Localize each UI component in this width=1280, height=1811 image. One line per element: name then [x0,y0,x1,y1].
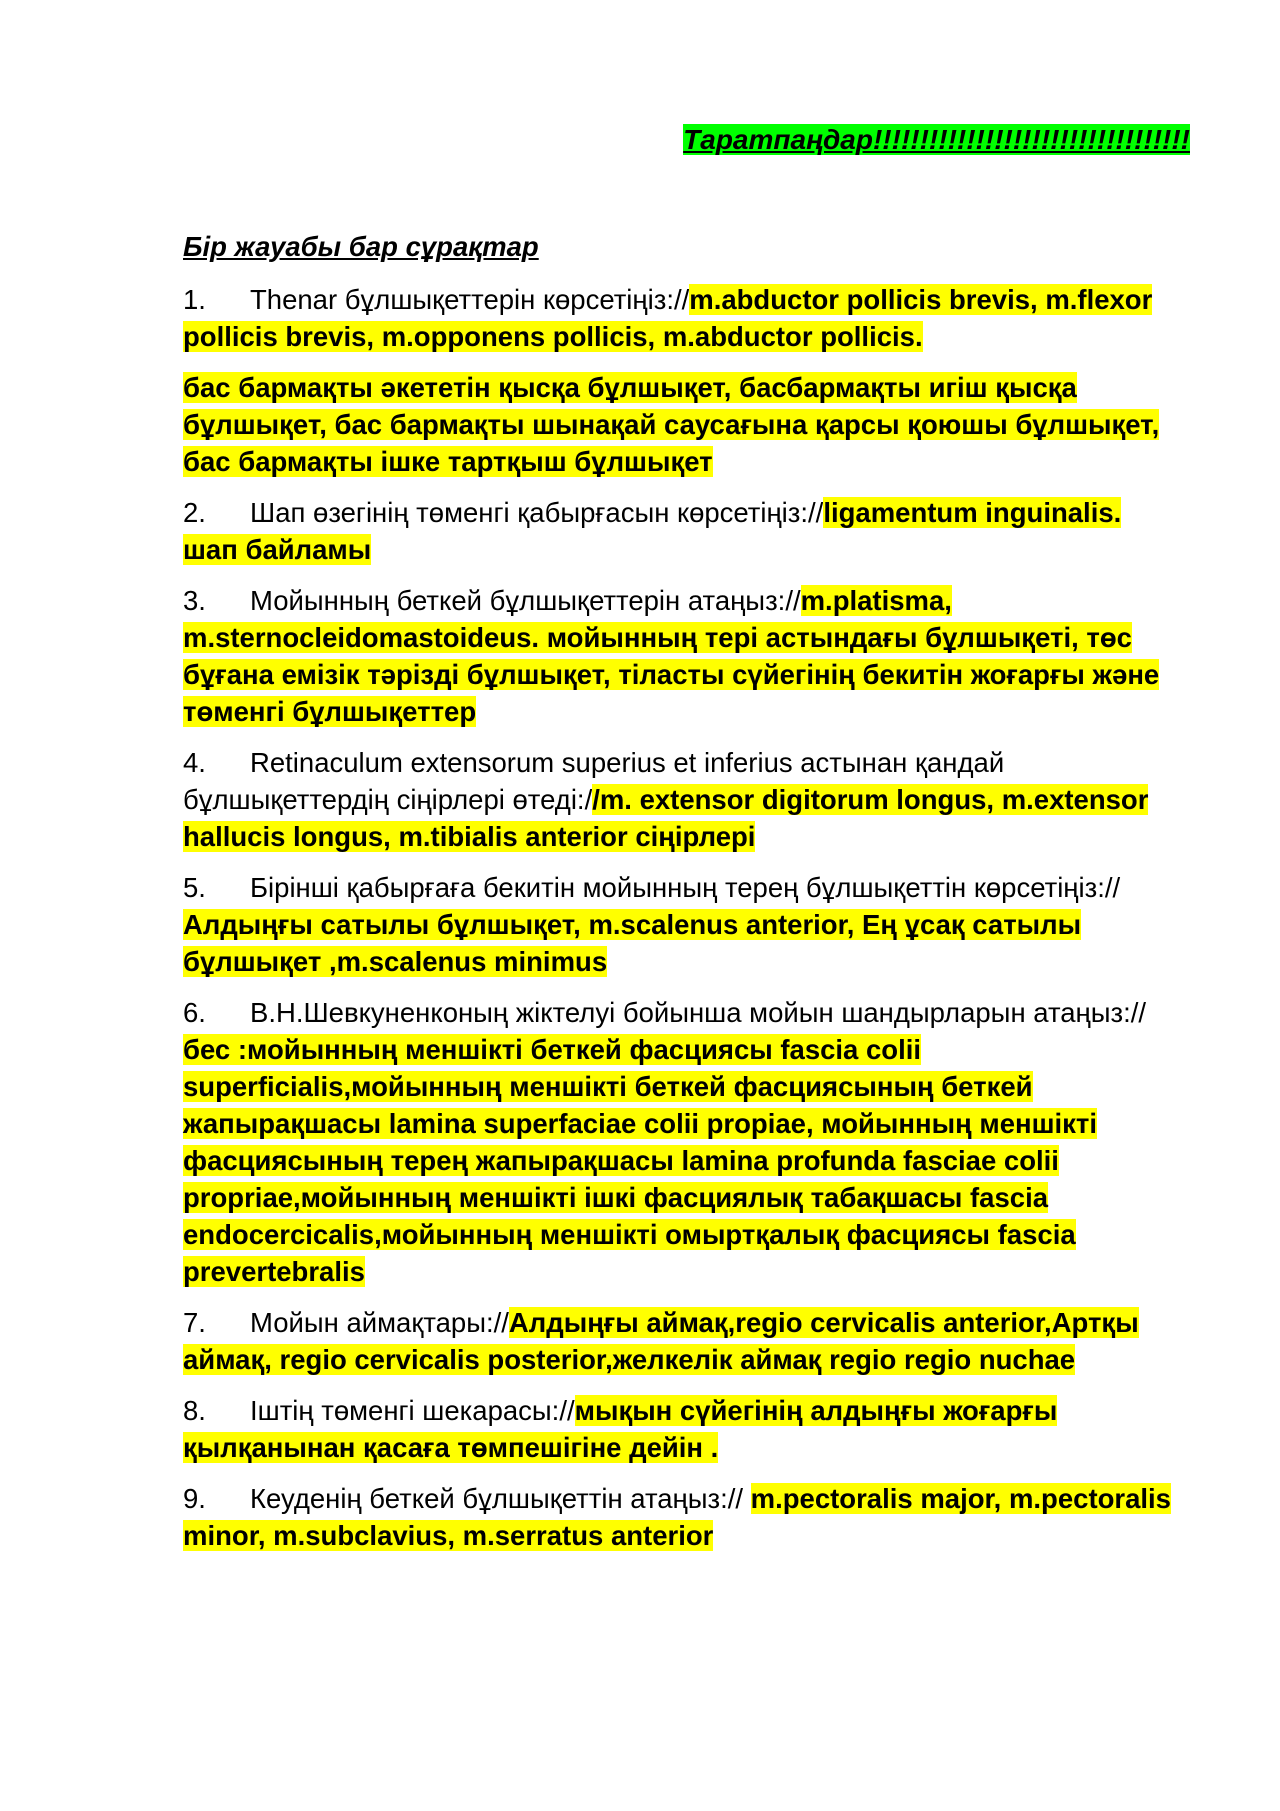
answer-text: Алдыңғы аймақ,regio cervicalis anterior,Артқы аймақ, regio cervicalis posterior,желкелік аймақ regio regio nuchae [183,1307,1139,1375]
answer-text: ligamentum inguinalis. шап байламы [183,497,1122,565]
question-4 [183,744,1183,855]
question-number: 5. [183,872,206,903]
question-text: Кеуденің беткей бұлшықеттін атаңыз:// [250,1483,751,1514]
question-text: Шап өзегінің төменгі қабырғасын көрсетіңіз:// [250,497,824,528]
answer-text: Алдыңғы сатылы бұлшықет, m.scalenus anterior, Ең ұсақ сатылы бұлшықет ,m.scalenus minimus [183,909,1082,977]
question-5 [183,869,1183,980]
question-number: 3. [183,585,206,616]
question-2 [183,494,1183,568]
question-text: Іштің төменгі шекарасы:// [250,1395,575,1426]
header-title: Таратпаңдар!!!!!!!!!!!!!!!!!!!!!!!!!!!!!!!!!! [683,124,1190,155]
question-8 [183,1392,1183,1466]
question-3 [183,582,1183,730]
answer-text: бас бармақты әкететін қысқа бұлшықет, басбармақты игіш қысқа бұлшықет, бас бармақты шынақай саусағына қарсы қоюшы бұлшықет, бас бармақты ішке тартқыш бұлшықет [183,372,1160,477]
question-number: 9. [183,1483,206,1514]
question-text: Retinaculum extensorum superius et inferius астынан қандай бұлшықеттердің сіңірлері өтеді:/ [183,747,1005,815]
question-1-translation [183,369,1183,480]
question-text: В.Н.Шевкуненконың жіктелуі бойынша мойын шандырларын атаңыз:// [250,997,1147,1028]
question-number: 7. [183,1307,206,1338]
answer-text: m.abductor pollicis brevis, m.flexor pollicis brevis, m.opponens pollicis, m.abductor pollicis. [183,284,1153,352]
answer-text: мықын сүйегінің алдыңғы жоғарғы қылқанынан қасаға төмпешігіне дейін . [183,1395,1058,1463]
section-title: Бір жауабы бар сұрақтар [183,231,539,262]
question-text: Мойынның беткей бұлшықеттерін атаңыз:// [250,585,801,616]
question-number: 1. [183,284,206,315]
question-number: 4. [183,747,206,778]
question-9 [183,1480,1183,1554]
header [180,122,1190,158]
question-1 [183,281,1183,355]
answer-text: m.pectoralis major, m.pectoralis minor, m.subclavius, m.serratus anterior [183,1483,1171,1551]
answer-text: бес :мойынның меншікті беткей фасциясы fascia colii superficialis,мойынның меншікті беткей фасциясының беткей жапырақшасы lamina superfaciae colii propiae, мойынның меншікті фасциясының терең жапырақшасы lamina profunda fasciae colii propriae,мойынның меншікті ішкі фасциялық табақшасы fascia endocercicalis,мойынның меншікті омыртқалық фасциясы fascia prevertebralis [183,1034,1098,1287]
question-number: 2. [183,497,206,528]
answer-text: /m. extensor digitorum longus, m.extensor hallucis longus, m.tibialis anterior сіңірлері [183,784,1149,852]
answer-text: m.platisma, m.sternocleidomastoideus. мойынның тері астындағы бұлшықеті, төс бұғана емізік тәрізді бұлшықет, тіласты сүйегінің бекитін жоғарғы және төменгі бұлшықеттер [183,585,1160,727]
question-7 [183,1304,1183,1378]
question-text: Thenar бұлшықеттерін көрсетіңіз:// [250,284,690,315]
question-6 [183,994,1183,1290]
question-text: Мойын аймақтары:// [250,1307,509,1338]
content [183,228,1183,1568]
question-number: 6. [183,997,206,1028]
question-text: Бірінші қабырғаға бекитін мойынның терең бұлшықеттін көрсетіңіз:// [250,872,1121,903]
question-number: 8. [183,1395,206,1426]
